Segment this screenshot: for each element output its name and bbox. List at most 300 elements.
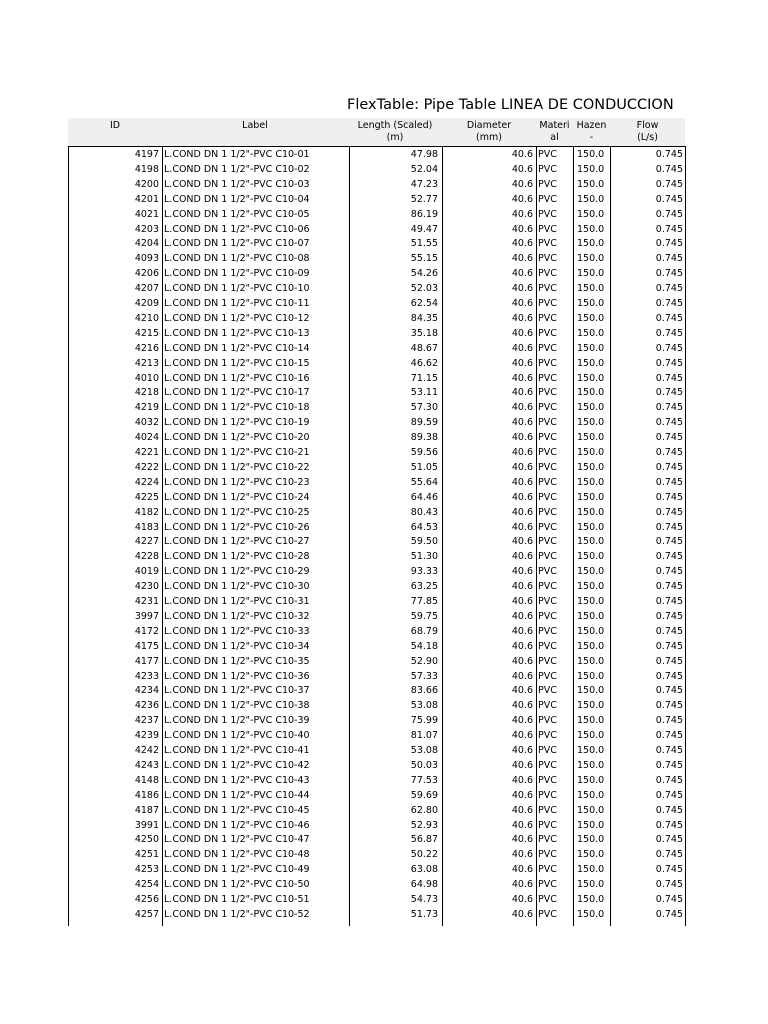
cell-id: 4237 — [134, 715, 159, 727]
cell-length: 52.90 — [410, 655, 438, 667]
cell-material: PVC — [538, 715, 557, 727]
col-header-flow-line2: (L/s) — [637, 131, 658, 143]
table-row — [69, 743, 685, 758]
cell-hazen: 150.0 — [577, 581, 605, 593]
cell-id: 4201 — [134, 193, 159, 205]
cell-label: L.COND DN 1 1/2"-PVC C10-37 — [164, 685, 310, 697]
cell-diameter: 40.6 — [511, 149, 533, 160]
cell-label: L.COND DN 1 1/2"-PVC C10-43 — [164, 774, 310, 786]
cell-label: L.COND DN 1 1/2"-PVC C10-11 — [164, 298, 310, 309]
cell-hazen: 150.0 — [577, 849, 605, 861]
cell-material: PVC — [538, 640, 557, 652]
cell-flow: 0.745 — [655, 596, 683, 607]
table-row — [69, 460, 685, 475]
cell-length: 89.38 — [410, 432, 438, 444]
cell-length: 62.80 — [410, 804, 438, 816]
cell-id: 4021 — [134, 208, 159, 220]
cell-diameter: 40.6 — [511, 745, 533, 756]
table-row — [69, 356, 685, 371]
cell-material: PVC — [538, 655, 557, 667]
cell-material: PVC — [538, 566, 557, 578]
col-header-length — [348, 120, 442, 143]
cell-label: L.COND DN 1 1/2"-PVC C10-40 — [164, 730, 310, 742]
cell-id: 3997 — [134, 610, 159, 622]
cell-flow: 0.745 — [655, 432, 683, 444]
cell-flow: 0.745 — [655, 491, 683, 503]
cell-hazen: 150.0 — [577, 193, 605, 205]
table-row — [69, 847, 685, 862]
cell-id: 4228 — [134, 551, 159, 563]
cell-id: 4010 — [134, 372, 159, 384]
cell-label: L.COND DN 1 1/2"-PVC C10-31 — [164, 596, 310, 607]
cell-id: 4236 — [134, 700, 159, 712]
cell-material: PVC — [538, 700, 557, 712]
cell-hazen: 150.0 — [577, 208, 605, 220]
cell-flow: 0.745 — [655, 670, 683, 682]
cell-material: PVC — [538, 551, 557, 563]
cell-diameter: 40.6 — [511, 715, 533, 727]
table-row — [69, 669, 685, 684]
cell-label: L.COND DN 1 1/2"-PVC C10-27 — [164, 536, 310, 548]
cell-material: PVC — [538, 610, 557, 622]
cell-diameter: 40.6 — [511, 283, 533, 295]
cell-hazen: 150.0 — [577, 223, 605, 235]
cell-id: 4218 — [134, 387, 159, 399]
cell-label: L.COND DN 1 1/2"-PVC C10-20 — [164, 432, 310, 444]
cell-id: 4204 — [134, 238, 159, 250]
cell-hazen: 150.0 — [577, 715, 605, 727]
cell-length: 48.67 — [410, 342, 438, 354]
cell-id: 4254 — [134, 879, 159, 891]
col-header-hazen-line2: - — [589, 131, 594, 143]
cell-label: L.COND DN 1 1/2"-PVC C10-22 — [164, 461, 310, 473]
cell-length: 63.08 — [410, 864, 438, 876]
col-header-material-line2: al — [550, 131, 559, 143]
cell-diameter: 40.6 — [511, 730, 533, 742]
cell-id: 4172 — [134, 625, 159, 637]
cell-flow: 0.745 — [655, 566, 683, 578]
cell-material: PVC — [538, 447, 557, 458]
cell-length: 63.25 — [410, 581, 438, 593]
table-row — [69, 639, 685, 654]
cell-material: PVC — [538, 596, 557, 607]
col-header-diameter-line2: (mm) — [476, 131, 502, 143]
cell-flow: 0.745 — [655, 610, 683, 622]
cell-diameter: 40.6 — [511, 193, 533, 205]
cell-hazen: 150.0 — [577, 342, 605, 354]
cell-hazen: 150.0 — [577, 566, 605, 578]
cell-label: L.COND DN 1 1/2"-PVC C10-32 — [164, 610, 310, 622]
cell-material: PVC — [538, 283, 557, 295]
cell-diameter: 40.6 — [511, 536, 533, 548]
cell-label: L.COND DN 1 1/2"-PVC C10-49 — [164, 864, 310, 876]
table-row — [69, 788, 685, 803]
cell-diameter: 40.6 — [511, 849, 533, 861]
cell-id: 4227 — [134, 536, 159, 548]
cell-id: 4219 — [134, 402, 159, 414]
table-row — [69, 609, 685, 624]
cell-length: 77.53 — [410, 774, 438, 786]
cell-flow: 0.745 — [655, 298, 683, 309]
cell-hazen: 150.0 — [577, 745, 605, 756]
cell-material: PVC — [538, 879, 557, 891]
cell-id: 4221 — [134, 447, 159, 458]
cell-flow: 0.745 — [655, 223, 683, 235]
cell-label: L.COND DN 1 1/2"-PVC C10-29 — [164, 566, 310, 578]
cell-id: 4242 — [134, 745, 159, 756]
cell-material: PVC — [538, 774, 557, 786]
page-title: FlexTable: Pipe Table LINEA DE CONDUCCION — [347, 97, 674, 113]
cell-flow: 0.745 — [655, 581, 683, 593]
cell-diameter: 40.6 — [511, 610, 533, 622]
cell-length: 64.53 — [410, 521, 438, 533]
cell-id: 4203 — [134, 223, 159, 235]
table-row — [69, 803, 685, 818]
cell-flow: 0.745 — [655, 149, 683, 160]
cell-material: PVC — [538, 476, 557, 488]
cell-label: L.COND DN 1 1/2"-PVC C10-42 — [164, 759, 310, 771]
cell-id: 4222 — [134, 461, 159, 473]
table-row — [69, 266, 685, 281]
table-row — [69, 371, 685, 386]
cell-label: L.COND DN 1 1/2"-PVC C10-16 — [164, 372, 310, 384]
cell-id: 4198 — [134, 163, 159, 175]
table-row — [69, 430, 685, 445]
cell-flow: 0.745 — [655, 536, 683, 548]
cell-label: L.COND DN 1 1/2"-PVC C10-28 — [164, 551, 310, 563]
cell-label: L.COND DN 1 1/2"-PVC C10-33 — [164, 625, 310, 637]
cell-label: L.COND DN 1 1/2"-PVC C10-08 — [164, 253, 310, 265]
cell-label: L.COND DN 1 1/2"-PVC C10-35 — [164, 655, 310, 667]
cell-hazen: 150.0 — [577, 387, 605, 399]
cell-length: 64.98 — [410, 879, 438, 891]
cell-label: L.COND DN 1 1/2"-PVC C10-01 — [164, 149, 310, 160]
table-row — [69, 832, 685, 847]
table-row — [69, 862, 685, 877]
cell-id: 4177 — [134, 655, 159, 667]
cell-flow: 0.745 — [655, 834, 683, 846]
table-header — [68, 118, 685, 146]
cell-hazen: 150.0 — [577, 506, 605, 518]
table-row — [69, 818, 685, 833]
cell-label: L.COND DN 1 1/2"-PVC C10-02 — [164, 163, 310, 175]
cell-id: 4243 — [134, 759, 159, 771]
cell-diameter: 40.6 — [511, 640, 533, 652]
cell-flow: 0.745 — [655, 506, 683, 518]
cell-diameter: 40.6 — [511, 864, 533, 876]
cell-hazen: 150.0 — [577, 327, 605, 339]
cell-diameter: 40.6 — [511, 342, 533, 354]
cell-length: 54.73 — [410, 894, 438, 905]
table-row — [69, 341, 685, 356]
cell-id: 4032 — [134, 417, 159, 429]
cell-diameter: 40.6 — [511, 819, 533, 831]
cell-hazen: 150.0 — [577, 819, 605, 831]
cell-flow: 0.745 — [655, 461, 683, 473]
col-header-diameter — [442, 120, 536, 143]
cell-flow: 0.745 — [655, 417, 683, 429]
cell-id: 4230 — [134, 581, 159, 593]
cell-length: 47.98 — [410, 149, 438, 160]
cell-material: PVC — [538, 238, 557, 250]
cell-id: 4250 — [134, 834, 159, 846]
cell-flow: 0.745 — [655, 685, 683, 697]
cell-material: PVC — [538, 193, 557, 205]
cell-length: 59.69 — [410, 789, 438, 801]
cell-hazen: 150.0 — [577, 670, 605, 682]
cell-label: L.COND DN 1 1/2"-PVC C10-14 — [164, 342, 310, 354]
cell-label: L.COND DN 1 1/2"-PVC C10-23 — [164, 476, 310, 488]
cell-material: PVC — [538, 178, 557, 190]
cell-label: L.COND DN 1 1/2"-PVC C10-19 — [164, 417, 310, 429]
cell-flow: 0.745 — [655, 283, 683, 295]
cell-diameter: 40.6 — [511, 461, 533, 473]
cell-diameter: 40.6 — [511, 372, 533, 384]
cell-id: 4187 — [134, 804, 159, 816]
cell-material: PVC — [538, 745, 557, 756]
table-row — [69, 177, 685, 192]
cell-id: 4148 — [134, 774, 159, 786]
cell-material: PVC — [538, 312, 557, 324]
cell-id: 4093 — [134, 253, 159, 265]
cell-length: 49.47 — [410, 223, 438, 235]
cell-label: L.COND DN 1 1/2"-PVC C10-09 — [164, 268, 310, 280]
cell-material: PVC — [538, 819, 557, 831]
col-header-flow-line1: Flow — [636, 120, 659, 131]
cell-material: PVC — [538, 670, 557, 682]
cell-hazen: 150.0 — [577, 476, 605, 488]
cell-diameter: 40.6 — [511, 804, 533, 816]
cell-hazen: 150.0 — [577, 759, 605, 771]
col-header-length-line1: Length (Scaled) — [357, 120, 433, 131]
cell-id: 4234 — [134, 685, 159, 697]
cell-length: 52.93 — [410, 819, 438, 831]
table-row — [69, 549, 685, 564]
table-row — [69, 654, 685, 669]
cell-hazen: 150.0 — [577, 789, 605, 801]
cell-length: 59.50 — [410, 536, 438, 548]
table-row — [69, 445, 685, 460]
cell-diameter: 40.6 — [511, 208, 533, 220]
cell-label: L.COND DN 1 1/2"-PVC C10-47 — [164, 834, 310, 846]
table-row — [69, 624, 685, 639]
cell-diameter: 40.6 — [511, 253, 533, 265]
cell-material: PVC — [538, 491, 557, 503]
cell-diameter: 40.6 — [511, 387, 533, 399]
cell-diameter: 40.6 — [511, 774, 533, 786]
cell-flow: 0.745 — [655, 312, 683, 324]
cell-length: 83.66 — [410, 685, 438, 697]
cell-flow: 0.745 — [655, 402, 683, 414]
cell-id: 4210 — [134, 312, 159, 324]
cell-material: PVC — [538, 461, 557, 473]
cell-hazen: 150.0 — [577, 908, 605, 920]
cell-diameter: 40.6 — [511, 685, 533, 697]
cell-hazen: 150.0 — [577, 879, 605, 891]
cell-length: 53.08 — [410, 700, 438, 712]
cell-diameter: 40.6 — [511, 566, 533, 578]
cell-material: PVC — [538, 163, 557, 175]
table-row — [69, 877, 685, 892]
table-row — [69, 907, 685, 922]
cell-flow: 0.745 — [655, 774, 683, 786]
cell-diameter: 40.6 — [511, 596, 533, 607]
col-header-material-line1: Materi — [539, 120, 570, 131]
cell-length: 93.33 — [410, 566, 438, 578]
cell-id: 4224 — [134, 476, 159, 488]
cell-flow: 0.745 — [655, 849, 683, 861]
col-header-label — [162, 120, 348, 132]
cell-flow: 0.745 — [655, 715, 683, 727]
cell-flow: 0.745 — [655, 745, 683, 756]
cell-hazen: 150.0 — [577, 610, 605, 622]
cell-flow: 0.745 — [655, 894, 683, 905]
table-row — [69, 251, 685, 266]
pipe-table — [68, 146, 686, 926]
cell-length: 47.23 — [410, 178, 438, 190]
cell-length: 75.99 — [410, 715, 438, 727]
cell-hazen: 150.0 — [577, 491, 605, 503]
cell-length: 53.08 — [410, 745, 438, 756]
cell-hazen: 150.0 — [577, 864, 605, 876]
cell-hazen: 150.0 — [577, 432, 605, 444]
cell-diameter: 40.6 — [511, 223, 533, 235]
cell-material: PVC — [538, 387, 557, 399]
col-header-material — [536, 120, 573, 143]
cell-hazen: 150.0 — [577, 551, 605, 563]
cell-id: 4215 — [134, 327, 159, 339]
cell-diameter: 40.6 — [511, 506, 533, 518]
cell-material: PVC — [538, 253, 557, 265]
cell-diameter: 40.6 — [511, 432, 533, 444]
cell-diameter: 40.6 — [511, 581, 533, 593]
cell-flow: 0.745 — [655, 193, 683, 205]
table-row — [69, 326, 685, 341]
cell-material: PVC — [538, 894, 557, 905]
cell-label: L.COND DN 1 1/2"-PVC C10-41 — [164, 745, 310, 756]
cell-flow: 0.745 — [655, 238, 683, 250]
cell-material: PVC — [538, 730, 557, 742]
cell-label: L.COND DN 1 1/2"-PVC C10-12 — [164, 312, 310, 324]
table-row — [69, 475, 685, 490]
cell-material: PVC — [538, 223, 557, 235]
cell-id: 4207 — [134, 283, 159, 295]
cell-material: PVC — [538, 402, 557, 414]
cell-label: L.COND DN 1 1/2"-PVC C10-18 — [164, 402, 310, 414]
cell-hazen: 150.0 — [577, 372, 605, 384]
cell-flow: 0.745 — [655, 789, 683, 801]
cell-diameter: 40.6 — [511, 476, 533, 488]
table-row — [69, 892, 685, 907]
cell-label: L.COND DN 1 1/2"-PVC C10-26 — [164, 521, 310, 533]
cell-diameter: 40.6 — [511, 447, 533, 458]
cell-diameter: 40.6 — [511, 908, 533, 920]
cell-length: 57.33 — [410, 670, 438, 682]
table-row — [69, 296, 685, 311]
cell-material: PVC — [538, 581, 557, 593]
table-row — [69, 415, 685, 430]
cell-id: 4253 — [134, 864, 159, 876]
cell-diameter: 40.6 — [511, 700, 533, 712]
cell-id: 4216 — [134, 342, 159, 354]
cell-length: 52.04 — [410, 163, 438, 175]
cell-length: 57.30 — [410, 402, 438, 414]
cell-label: L.COND DN 1 1/2"-PVC C10-51 — [164, 894, 310, 905]
cell-flow: 0.745 — [655, 864, 683, 876]
cell-flow: 0.745 — [655, 253, 683, 265]
cell-label: L.COND DN 1 1/2"-PVC C10-48 — [164, 849, 310, 861]
cell-length: 51.05 — [410, 461, 438, 473]
cell-flow: 0.745 — [655, 372, 683, 384]
cell-hazen: 150.0 — [577, 163, 605, 175]
cell-id: 4206 — [134, 268, 159, 280]
cell-diameter: 40.6 — [511, 178, 533, 190]
table-row — [69, 222, 685, 237]
table-row — [69, 758, 685, 773]
cell-diameter: 40.6 — [511, 312, 533, 324]
table-row — [69, 520, 685, 535]
cell-material: PVC — [538, 789, 557, 801]
cell-hazen: 150.0 — [577, 596, 605, 607]
cell-label: L.COND DN 1 1/2"-PVC C10-13 — [164, 327, 310, 339]
col-header-id-text: ID — [109, 120, 121, 131]
cell-material: PVC — [538, 849, 557, 861]
cell-length: 54.26 — [410, 268, 438, 280]
cell-length: 53.11 — [410, 387, 438, 399]
table-row — [69, 773, 685, 788]
cell-id: 4239 — [134, 730, 159, 742]
cell-length: 51.73 — [410, 908, 438, 920]
cell-flow: 0.745 — [655, 551, 683, 563]
cell-length: 54.18 — [410, 640, 438, 652]
cell-length: 68.79 — [410, 625, 438, 637]
cell-flow: 0.745 — [655, 908, 683, 920]
table-row — [69, 147, 685, 162]
cell-flow: 0.745 — [655, 357, 683, 369]
cell-flow: 0.745 — [655, 163, 683, 175]
cell-label: L.COND DN 1 1/2"-PVC C10-38 — [164, 700, 310, 712]
cell-diameter: 40.6 — [511, 357, 533, 369]
table-row — [69, 728, 685, 743]
cell-diameter: 40.6 — [511, 268, 533, 280]
cell-label: L.COND DN 1 1/2"-PVC C10-45 — [164, 804, 310, 816]
cell-material: PVC — [538, 417, 557, 429]
col-header-diameter-line1: Diameter — [466, 120, 512, 131]
cell-hazen: 150.0 — [577, 804, 605, 816]
cell-length: 52.77 — [410, 193, 438, 205]
cell-material: PVC — [538, 834, 557, 846]
cell-label: L.COND DN 1 1/2"-PVC C10-06 — [164, 223, 310, 235]
table-row — [69, 400, 685, 415]
cell-flow: 0.745 — [655, 268, 683, 280]
cell-hazen: 150.0 — [577, 357, 605, 369]
cell-id: 4256 — [134, 894, 159, 905]
cell-material: PVC — [538, 149, 557, 160]
cell-material: PVC — [538, 804, 557, 816]
cell-id: 4186 — [134, 789, 159, 801]
cell-id: 4251 — [134, 849, 159, 861]
cell-length: 50.03 — [410, 759, 438, 771]
cell-material: PVC — [538, 342, 557, 354]
cell-material: PVC — [538, 268, 557, 280]
cell-length: 52.03 — [410, 283, 438, 295]
cell-id: 4183 — [134, 521, 159, 533]
cell-flow: 0.745 — [655, 625, 683, 637]
cell-diameter: 40.6 — [511, 551, 533, 563]
cell-length: 59.56 — [410, 447, 438, 458]
cell-label: L.COND DN 1 1/2"-PVC C10-39 — [164, 715, 310, 727]
cell-label: L.COND DN 1 1/2"-PVC C10-03 — [164, 178, 310, 190]
